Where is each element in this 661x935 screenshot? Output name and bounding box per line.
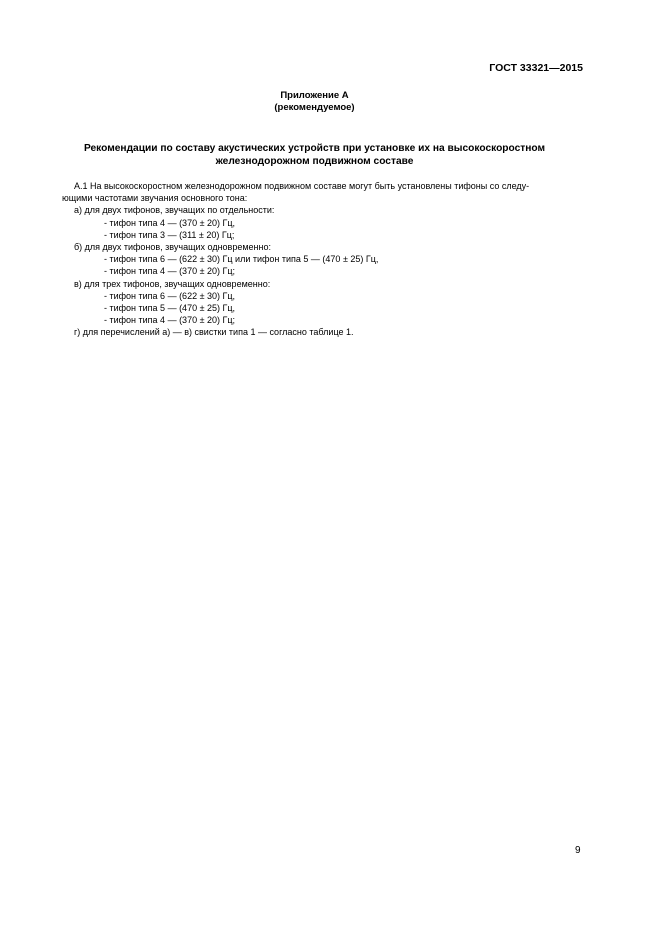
list-subitem-a-2: - тифон типа 3 — (311 ± 20) Гц; [104,229,235,240]
document-code: ГОСТ 33321—2015 [489,62,583,74]
appendix-title [40,142,589,168]
list-item-b: б) для двух тифонов, звучащих одновременно: [74,242,271,253]
title-line-2: железнодорожном подвижном составе [215,156,414,167]
paragraph-line-2: ющими частотами звучания основного тона: [62,193,248,204]
list-item-c: в) для трех тифонов, звучащих одновременно: [74,278,271,289]
appendix-heading [0,90,629,114]
paragraph-line-1: А.1 На высокоскоростном железнодорожном подвижном составе могут быть установлены тифоны со следу- [74,181,530,191]
list-subitem-c-1: - тифон типа 6 — (622 ± 30) Гц, [104,290,236,301]
appendix-status: (рекомендуемое) [274,102,355,113]
list-subitem-b-1: - тифон типа 6 — (622 ± 30) Гц или тифон типа 5 — (470 ± 25) Гц, [104,254,379,265]
list-item-d: г) для перечислений а) — в) свистки типа 1 — согласно таблице 1. [74,327,354,338]
appendix-label: Приложение А [280,90,349,101]
title-line-1: Рекомендации по составу акустических устройств при установке их на высокоскоростном [83,143,546,154]
list-subitem-c-3: - тифон типа 4 — (370 ± 20) Гц; [104,315,236,326]
list-subitem-b-2: - тифон типа 4 — (370 ± 20) Гц; [104,266,236,277]
list-item-a: а) для двух тифонов, звучащих по отдельности: [74,205,275,216]
page-number: 9 [575,845,581,856]
list-subitem-a-1: - тифон типа 4 — (370 ± 20) Гц, [104,217,236,228]
body-text [62,180,592,339]
list-subitem-c-2: - тифон типа 5 — (470 ± 25) Гц, [104,303,236,314]
